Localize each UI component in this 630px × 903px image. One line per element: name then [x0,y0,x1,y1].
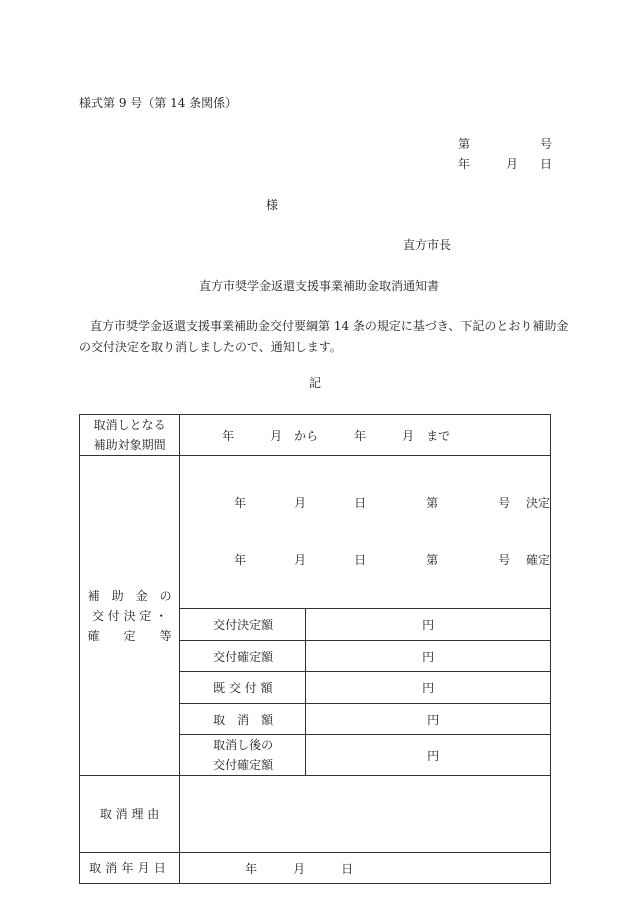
period-value: 年 月 から 年 月 まで [180,415,551,456]
cancel-date-label: 取消年月日 [80,853,180,884]
amount-value: 円 [306,609,551,641]
period-label: 取消しとなる 補助対象期間 [80,415,180,456]
amount-value: 円 [306,641,551,672]
cancel-date-row [80,853,551,884]
period-row [80,415,551,456]
cancel-date-value: 年 月 日 [180,853,551,884]
date-day: 日 [540,157,553,171]
body-line-2: の交付決定を取り消しましたので、通知します。 [79,340,342,354]
amount-label: 交付確定額 [180,641,306,672]
decision-value: 年 月 日 第 号 決定 年 月 日 第 号 確定 [180,456,551,609]
amount-label: 取 消 額 [180,704,306,735]
recipient-suffix: 様 [266,198,279,212]
ki-heading: 記 [309,376,322,390]
sender: 直方市長 [403,238,452,252]
amount-value: 円 [306,704,551,735]
document-title: 直方市奨学金返還支援事業補助金取消通知書 [199,279,440,293]
amount-value: 円 [306,735,551,776]
reason-value [180,776,551,853]
amount-label: 取消し後の 交付確定額 [180,735,306,776]
body-line-1: 直方市奨学金返還支援事業補助金交付要綱第 14 条の規定に基づき、下記のとおり補助金 [90,319,569,333]
amount-label: 交付決定額 [180,609,306,641]
form-number: 様式第 9 号（第 14 条関係） [79,96,238,110]
decision-row [80,456,551,609]
doc-number-dai: 第 [458,137,471,151]
notice-table [79,414,551,884]
doc-number-go: 号 [540,137,553,151]
reason-row [80,776,551,853]
date-month: 月 [506,157,519,171]
amount-label: 既 交 付 額 [180,672,306,704]
decision-label: 補 助 金 の 交 付 決 定 ・ 確 定 等 [80,456,180,776]
reason-label: 取 消 理 由 [80,776,180,853]
date-year: 年 [458,157,471,171]
amount-value: 円 [306,672,551,704]
